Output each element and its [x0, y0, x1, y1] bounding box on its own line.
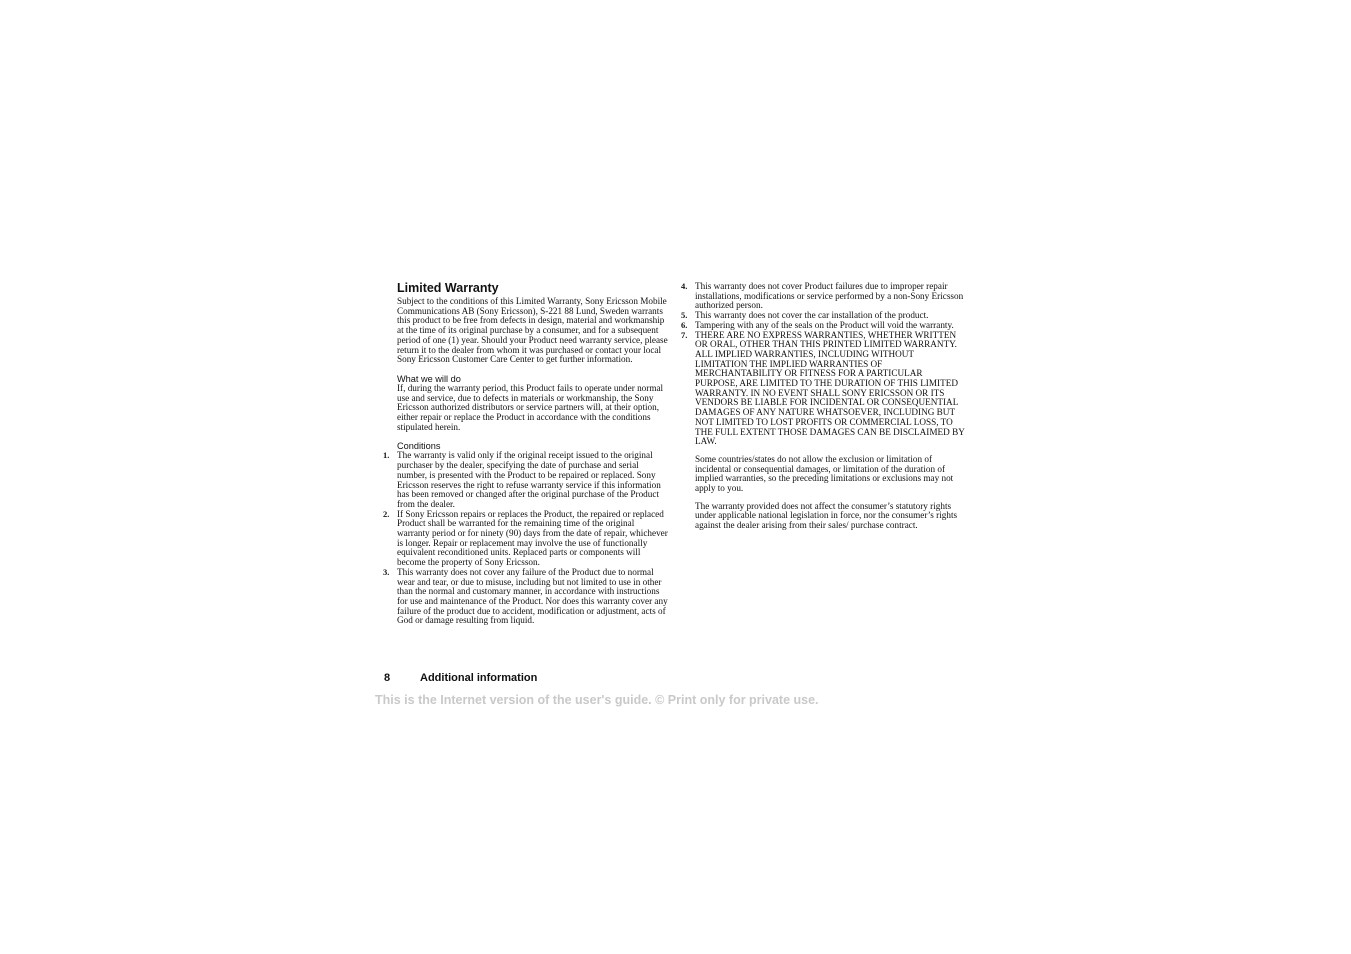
- condition-text: Tampering with any of the seals on the Product will void the warranty.: [695, 319, 954, 330]
- what-we-will-do-text: If, during the warranty period, this Product fails to operate under normal use and service, due to defects in materials or workmanship, the Sony Ericsson authorized distributors or service partners will, at their option, either repair or replace the Product in accordance with the conditions stipulated herein.: [397, 382, 664, 432]
- page-number: 8: [384, 672, 391, 684]
- left-column: [383, 281, 669, 626]
- condition-number: 1.: [383, 450, 390, 461]
- condition-text: THERE ARE NO EXPRESS WARRANTIES, WHETHER WRITTEN OR ORAL, OTHER THAN THIS PRINTED LIMITED WARRANTY. ALL IMPLIED WARRANTIES, INCLUDING WITHOUT LIMITATION THE IMPLIED WARRANTIES OF MERCHANTABILITY OR FITNESS FOR A PARTICULAR PURPOSE, ARE LIMITED TO THE DURATION OF THIS LIMITED WARRANTY. IN NO EVENT SHALL SONY ERICSSON OR ITS VENDORS BE LIABLE FOR INCIDENTAL OR CONSEQUENTIAL DAMAGES OF ANY NATURE WHATSOEVER, INCLUDING BUT NOT LIMITED TO LOST PROFITS OR COMMERCIAL LOSS, TO THE FULL EXTENT THOSE DAMAGES CAN BE DISCLAIMED BY LAW.: [695, 329, 965, 447]
- countries-paragraph: Some countries/states do not allow the exclusion or limitation of incidental or consequential damages, or limitation of the duration of implied warranties, so the preceding limitations or exclusions may not apply to you.: [695, 453, 954, 494]
- condition-text: This warranty does not cover Product failures due to improper repair installations, modifications or service performed by a non-Sony Ericsson authorized person.: [695, 281, 964, 311]
- condition-item: [681, 329, 967, 447]
- condition-item: [383, 566, 669, 626]
- footer-section-title: Additional information: [420, 672, 538, 684]
- statutory-rights-paragraph: The warranty provided does not affect the consumer’s statutory rights under applicable national legislation in force, nor the consumer’s rights against the dealer arising from their sales/ purchase contract.: [695, 500, 958, 531]
- condition-number: 6.: [681, 319, 688, 330]
- watermark-text: This is the Internet version of the user's guide. © Print only for private use.: [375, 693, 819, 707]
- condition-number: 7.: [681, 329, 688, 340]
- conditions-list-right: [681, 281, 967, 447]
- warranty-intro: Subject to the conditions of this Limited Warranty, Sony Ericsson Mobile Communications AB (Sony Ericsson), S-221 88 Lund, Sweden warrants this product to be free from defects in design, material and workmanship at the time of its original purchase by a consumer, and for a subsequent period of one (1) year. Should your Product need warranty service, please return it to the dealer from whom it was purchased or contact your local Sony Ericsson Customer Care Center to get further information.: [397, 296, 668, 365]
- condition-text: The warranty is valid only if the original receipt issued to the original purchaser by the dealer, specifying the date of purchase and serial number, is presented with the Product to be repaired or replaced. Sony Ericsson reserves the right to refuse warranty service if this information has been removed or changed after the original purchase of the Product from the dealer.: [397, 450, 661, 509]
- condition-item: [383, 508, 669, 568]
- condition-number: 2.: [383, 508, 390, 519]
- condition-number: 4.: [681, 281, 688, 291]
- right-column: [681, 281, 967, 531]
- what-we-will-do-heading: What we will do: [397, 373, 461, 384]
- condition-text: This warranty does not cover the car installation of the product.: [695, 310, 929, 321]
- condition-number: 5.: [681, 310, 688, 321]
- condition-item: [383, 450, 669, 509]
- conditions-list-left: [383, 450, 669, 626]
- page-title: Limited Warranty: [397, 281, 499, 295]
- conditions-heading: Conditions: [397, 441, 441, 452]
- condition-text: This warranty does not cover any failure of the Product due to normal wear and tear, or due to misuse, including but not limited to use in other than the normal and customary manner, in accordance with instructions for use and maintenance of the Product. Nor does this warranty cover any failure of the product due to accident, modification or adjustment, acts of God or damage resulting from liquid.: [397, 566, 668, 626]
- condition-number: 3.: [383, 566, 390, 577]
- condition-item: [681, 281, 967, 311]
- condition-text: If Sony Ericsson repairs or replaces the Product, the repaired or replaced Product shall be warranted for the remaining time of the original warranty period or for ninety (90) days from the date of repair, whichever is longer. Repair or replacement may involve the use of functionally equivalent reconditioned units. Replaced parts or components will become the property of Sony Ericsson.: [397, 508, 668, 568]
